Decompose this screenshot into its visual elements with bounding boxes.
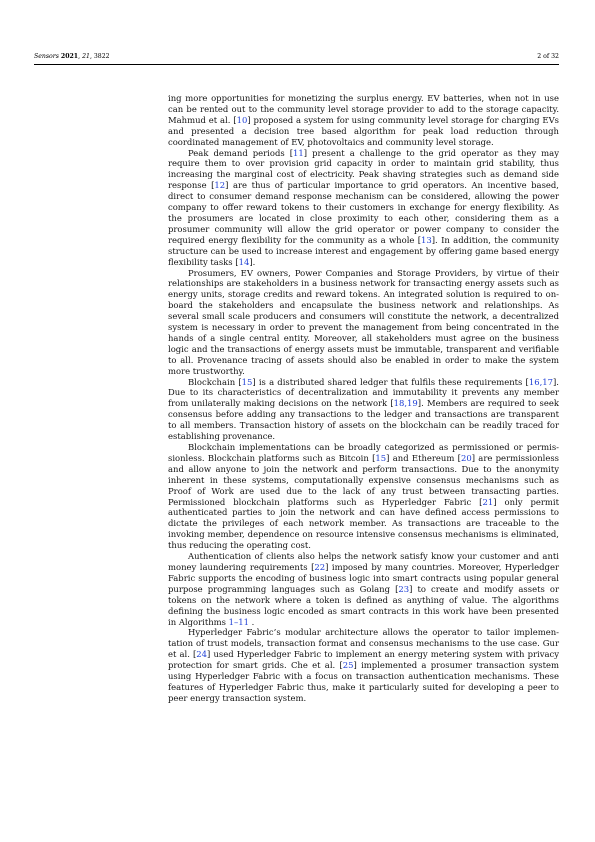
citation-link[interactable]: 23: [398, 583, 410, 594]
page-number: 2 of 32: [537, 53, 559, 60]
citation-link[interactable]: 21: [482, 496, 494, 507]
citation-link[interactable]: 15: [375, 452, 387, 463]
paragraph: [168, 148, 559, 268]
citation-link[interactable]: 10: [236, 114, 248, 125]
paragraph-text: ]. Members are required to seek consensus before adding any transactions to the ledger and transactions are transparent to all members. Transaction history of assets on the blockchain can be readily traced for establishing provenance.: [168, 398, 559, 442]
citation-link[interactable]: 24: [196, 649, 208, 660]
paragraph: [168, 93, 559, 148]
citation-link[interactable]: 25: [342, 660, 354, 671]
article-body: [168, 93, 559, 704]
paragraph-text: ].: [249, 256, 256, 267]
paragraph-text: Blockchain [: [188, 376, 242, 387]
citation-link[interactable]: 1–11: [228, 616, 249, 627]
citation-link[interactable]: 13: [421, 234, 432, 245]
paragraph-text: ] are permissionless and allow anyone to join the network and perform transactions. Due to the anonymity inherent in these systems, computationally expensive consensus mechanisms such as Proof of Work are used due to the lack of any trust between transacting parties. Permissioned blockchain platforms such as Hyperledger Fabric [: [168, 452, 560, 507]
running-header: [34, 53, 559, 63]
paragraph-text: ing more opportunities for monetizing the surplus energy. EV batteries, when not in use can be rented out to the community level storage provider to add to the storage capacity. Mahmud et al. [: [168, 93, 559, 125]
paragraph-text: Hyperledger Fabric’s modular architecture allows the operator to tailor implemen-tation of trust models, transaction format and consensus mechanisms to the use case. Gur et al. [: [168, 627, 559, 660]
paragraph-text: .: [249, 616, 255, 627]
paragraph-text: ] implemented a prosumer transaction system using Hyperledger Fabric with a focus on transaction authentication mechanisms. These features of Hyperledger Fabric thus, make it particularly suited for developing a peer to peer energy transaction system.: [168, 660, 559, 703]
citation-link[interactable]: 14: [238, 256, 250, 267]
citation-link[interactable]: 20: [460, 452, 472, 463]
journal-citation: Sensors 2021, 21, 3822: [34, 53, 110, 60]
paragraph-text: Prosumers, EV owners, Power Companies and Storage Providers, by virtue of their relationships are stakeholders in a business network for transacting energy assets such as energy units, storage credits and reward tokens. An integrated solution is required to on-board the stakeholders and encapsulate the business network and relationships. As several small scale producers and consumers will constitute the network, a decentralized system is necessary in order to prevent the management from being concentrated in the hands of a single central entity. Moreover, all stakeholders must agree on the business logic and the transactions of energy assets must be immutable, transparent and verifiable to all. Provenance tracing of assets should also be enabled in order to make the system more trustworthy.: [168, 267, 559, 376]
paragraph-text: ] proposed a system for using community level storage for charging EVs and presented a decision tree based algorithm for peak load reduction through coordinated management of EV, photovoltaics and community level storage.: [168, 114, 560, 147]
article-number: 3822: [93, 53, 110, 60]
paragraph-text: Blockchain implementations can be broadly categorized as permissioned or permis-sionless. Blockchain platforms such as Bitcoin [: [168, 442, 559, 463]
paragraph-text: ] present a challenge to the grid operator as they may require them to over provision grid capacity in order to maintain grid stability, thus increasing the marginal cost of electricity. Peak shaving strategies such as demand side response [: [168, 147, 559, 191]
paragraph: [168, 442, 559, 551]
paragraph-text: ] used Hyperledger Fabric to implement an energy metering system with privacy protection for smart grids. Che et al. [: [168, 649, 559, 671]
paragraph: [168, 268, 559, 377]
paragraph-text: ] are thus of particular importance to grid operators. An incentive based, direct to consumer demand response mechanism can be considered, allowing the power company to offer reward tokens to their customers in exchange for energy flexibility. As the prosumers are located in close proximity to each other, considering them as a prosumer community will allow the grid operator or power company to consider the required energy flexibility for the community as a whole [: [168, 180, 559, 245]
citation-link[interactable]: 15: [241, 376, 253, 387]
paragraph-text: ]. In addition, the community structure can be used to increase interest and engagement by offering game based energy flexibility tasks [: [168, 234, 559, 267]
paragraph-text: ] imposed by many countries. Moreover, Hyperledger Fabric supports the encoding of business logic into smart contracts using popular general purpose programming languages such as Golang [: [168, 561, 559, 594]
paragraph: [168, 377, 559, 442]
paragraph: [168, 551, 559, 627]
journal-name: Sensors: [34, 53, 59, 60]
paragraph-text: ]. Due to its characteristics of decentralization and immutability it prevents any member from unilaterally making decisions on the network [: [168, 376, 559, 409]
paragraph: [168, 627, 559, 703]
citation-link[interactable]: 18,19: [393, 398, 418, 409]
citation-link[interactable]: 16,17: [528, 376, 554, 387]
journal-volume: 21: [82, 53, 90, 60]
citation-link[interactable]: 12: [214, 180, 226, 191]
paragraph-text: ] is a distributed shared ledger that fulfils these requirements [: [252, 376, 529, 387]
paragraph-text: ] and Ethereum [: [386, 452, 461, 463]
paragraph-text: ] to create and modify assets or tokens on the network where a token is defined as anything of value. The algorithms defining the business logic encoded as smart contracts in this work have been presented in Algorithms: [168, 583, 559, 627]
citation-link[interactable]: 11: [293, 147, 304, 158]
paragraph-text: ] only permit authenticated parties to join the network and can have defined access permissions to dictate the privileges of each network member. As transactions are traceable to the invoking member, dependence on resource intensive consensus mechanisms is eliminated, thus reducing the operating cost.: [168, 496, 560, 551]
paragraph-text: Authentication of clients also helps the network satisfy know your customer and anti money laundering requirements [: [168, 551, 559, 572]
citation-link[interactable]: 22: [314, 561, 326, 572]
paragraph-text: Peak demand periods [: [188, 147, 294, 158]
header-rule: [34, 64, 559, 65]
journal-year: 2021: [60, 53, 79, 60]
